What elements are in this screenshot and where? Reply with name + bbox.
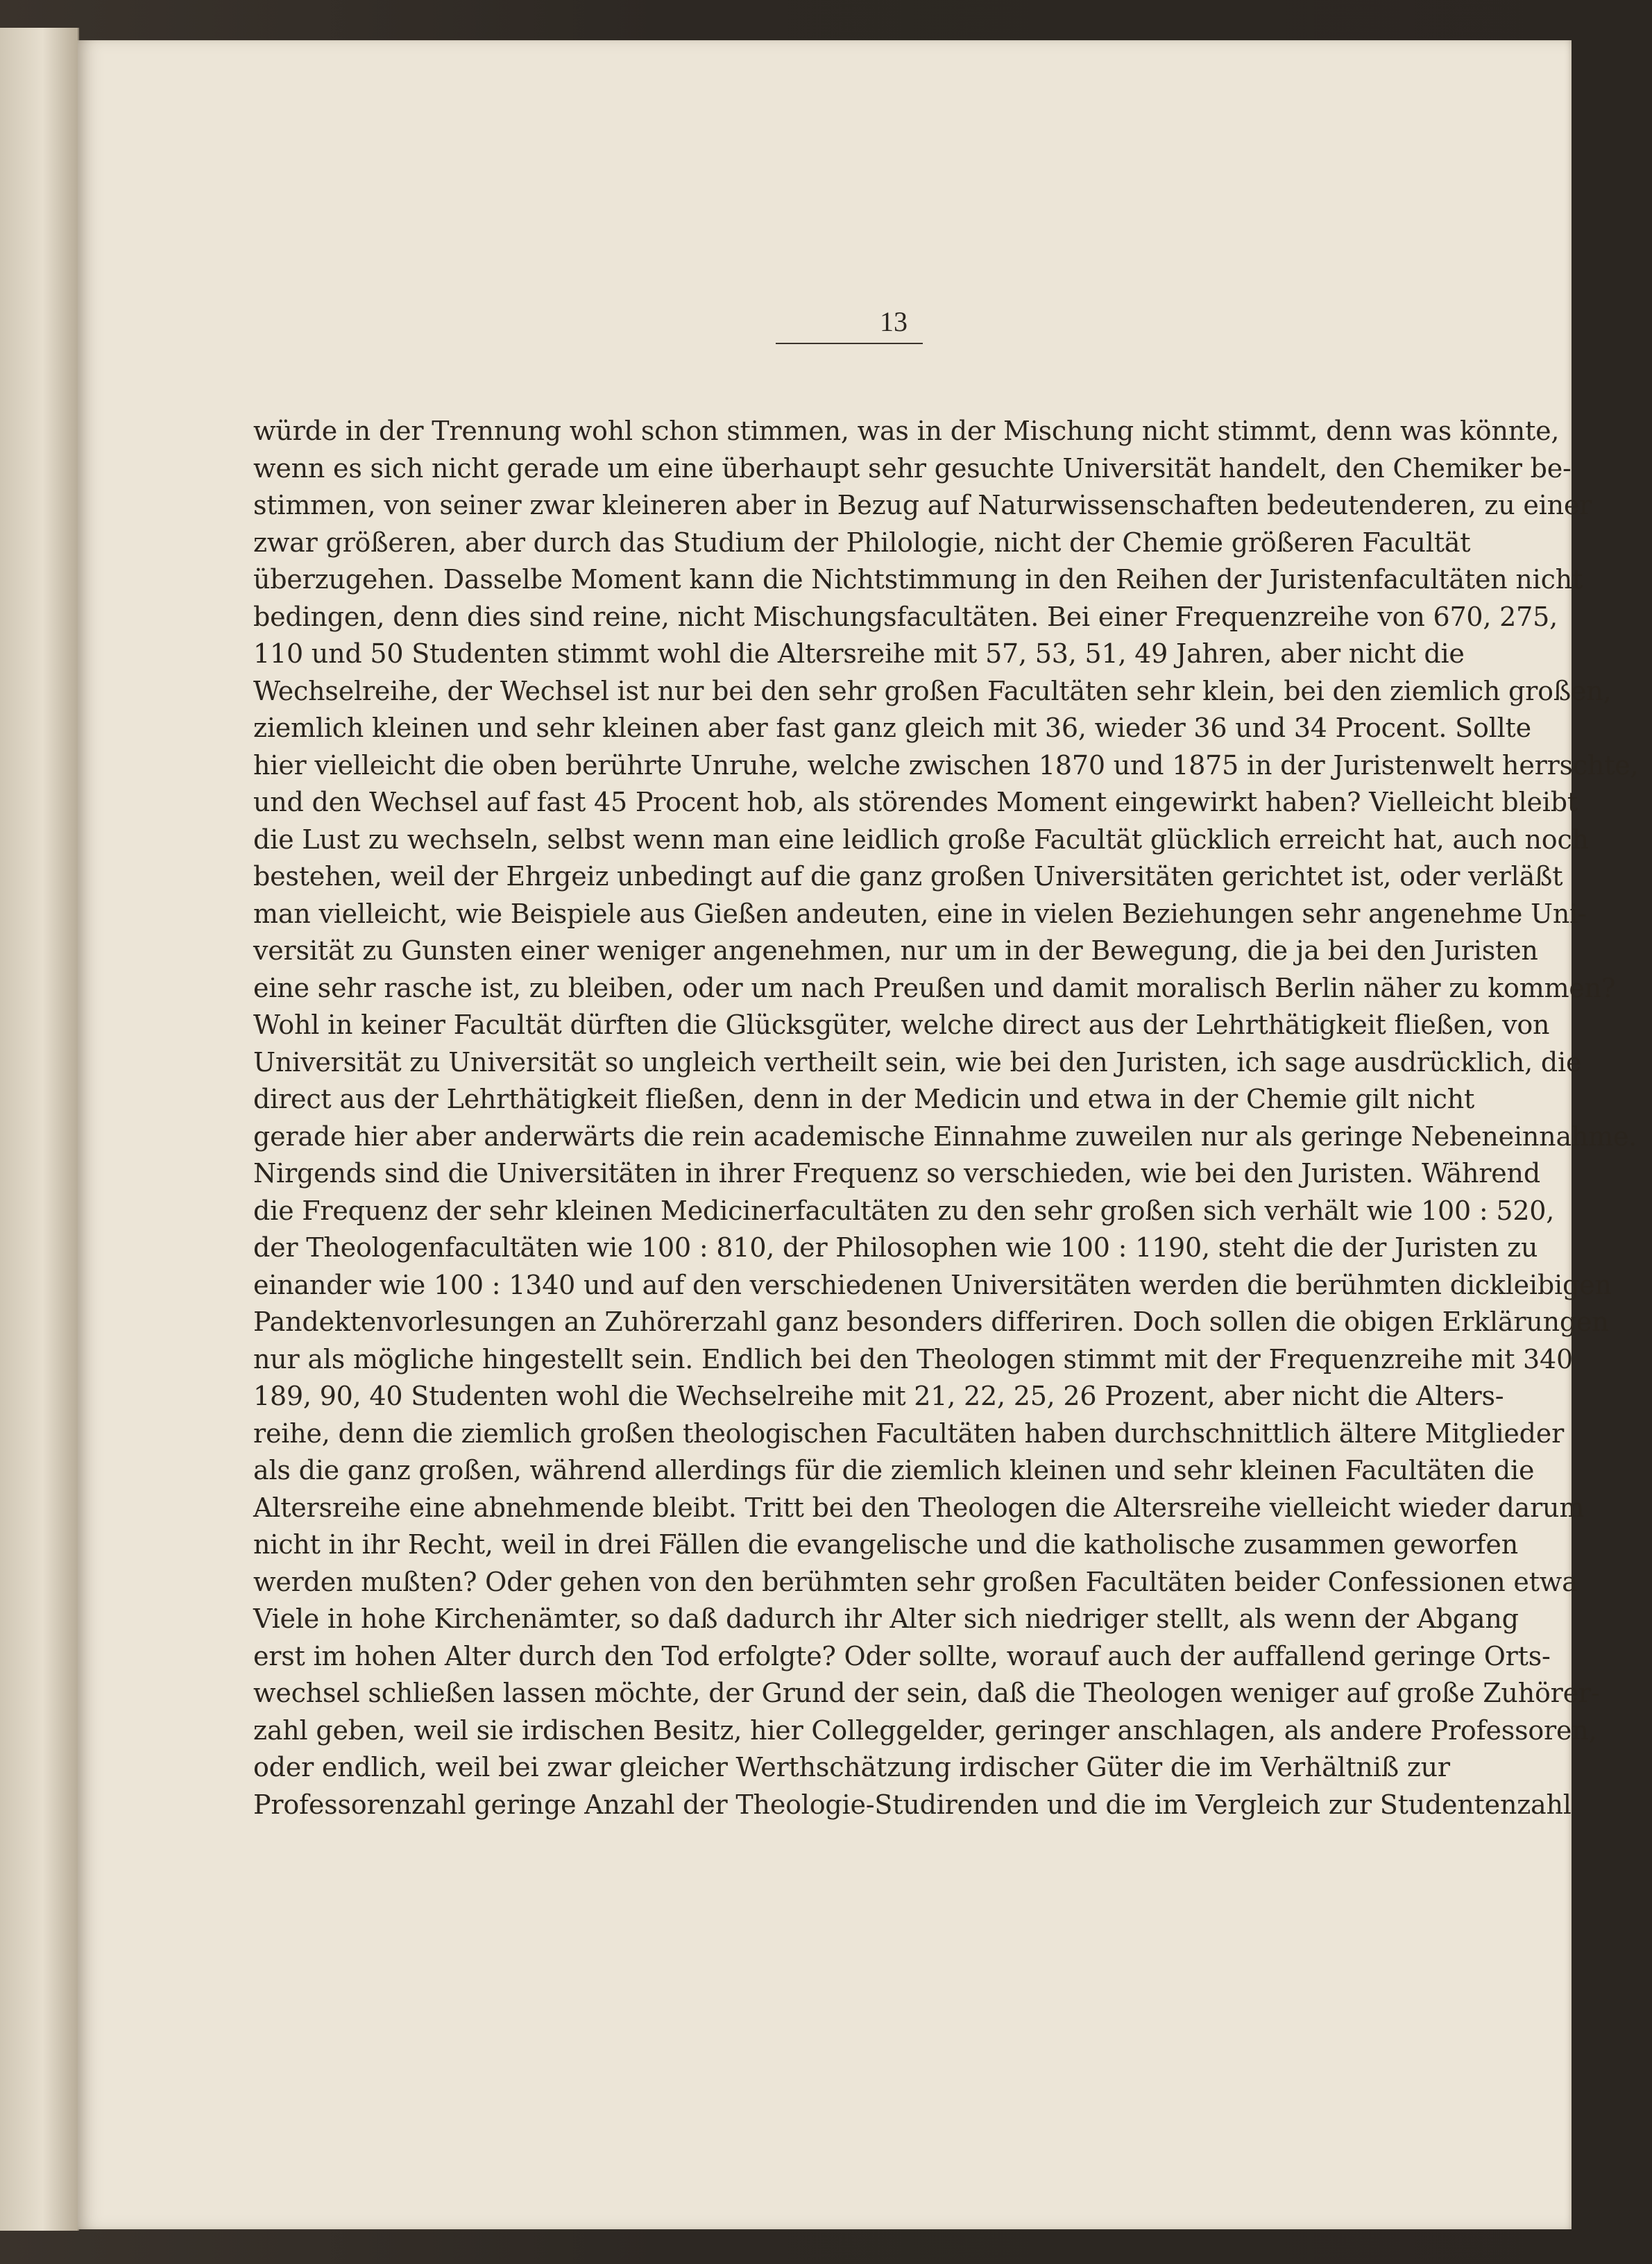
text-line: Universität zu Universität so ungleich vertheilt sein, wie bei den Juristen, ich sage ausdrücklich, die: [253, 1046, 1582, 1078]
text-line: überzugehen. Dasselbe Moment kann die Nichtstimmung in den Reihen der Juristenfacultäten nicht: [253, 564, 1583, 595]
text-line: hier vielleicht die oben berührte Unruhe, welche zwischen 1870 und 1875 in der Juristenwelt herrschte,: [253, 749, 1639, 781]
page-number-rule: [776, 343, 923, 344]
page-number: 13: [880, 306, 908, 337]
text-line: versität zu Gunsten einer weniger angenehmen, nur um in der Bewegung, die ja bei den Juristen: [253, 935, 1538, 966]
text-line: direct aus der Lehrthätigkeit fließen, denn in der Medicin und etwa in der Chemie gilt nicht: [253, 1084, 1475, 1114]
text-line: die Lust zu wechseln, selbst wenn man eine leidlich große Facultät glücklich erreicht hat, auch noch: [253, 824, 1589, 855]
text-line: gerade hier aber anderwärts die rein academische Einnahme zuweilen nur als geringe Nebeneinnahme.: [253, 1121, 1637, 1152]
text-line: einander wie 100 : 1340 und auf den verschiedenen Universitäten werden die berühmten dickleibigen: [253, 1269, 1612, 1300]
text-line: erst im hohen Alter durch den Tod erfolgte? Oder sollte, worauf auch der auffallend geringe Orts-: [253, 1640, 1551, 1671]
text-line: werden mußten? Oder gehen von den berühmten sehr großen Facultäten beider Confessionen etwa: [253, 1566, 1578, 1597]
text-line: der Theologenfacultäten wie 100 : 810, der Philosophen wie 100 : 1190, steht die der Juristen zu: [253, 1232, 1538, 1263]
text-line: Nirgends sind die Universitäten in ihrer Frequenz so verschieden, wie bei den Juristen. Während: [253, 1158, 1540, 1189]
text-line: und den Wechsel auf fast 45 Procent hob, als störendes Moment eingewirkt haben? Vielleicht bleibt: [253, 787, 1578, 817]
text-line: Wohl in keiner Facultät dürften die Glücksgüter, welche direct aus der Lehrthätigkeit fließen, von: [253, 1010, 1550, 1040]
text-line: zahl geben, weil sie irdischen Besitz, hier Colleggelder, geringer anschlagen, als andere Professoren,: [253, 1714, 1597, 1746]
text-line: Pandektenvorlesungen an Zuhörerzahl ganz besonders differiren. Doch sollen die obigen Erklärungen: [253, 1307, 1609, 1337]
text-line: eine sehr rasche ist, zu bleiben, oder um nach Preußen und damit moralisch Berlin näher zu kommen?: [253, 972, 1616, 1003]
body-text: [253, 413, 1639, 1823]
text-line: nur als mögliche hingestellt sein. Endlich bei den Theologen stimmt mit der Frequenzreihe mit 340: [253, 1343, 1573, 1374]
text-line: Wechselreihe, der Wechsel ist nur bei den sehr großen Facultäten sehr klein, bei den ziemlich großen,: [253, 675, 1612, 706]
text-line: Professorenzahl geringe Anzahl der Theologie-Studirenden und die im Vergleich zur Studentenzahl: [253, 1789, 1572, 1820]
text-line: Altersreihe eine abnehmende bleibt. Tritt bei den Theologen die Altersreihe vielleicht wieder darum: [253, 1492, 1585, 1523]
text-line: oder endlich, weil bei zwar gleicher Werthschätzung irdischer Güter die im Verhältniß zur: [253, 1752, 1450, 1782]
text-line: 189, 90, 40 Studenten wohl die Wechselreihe mit 21, 22, 25, 26 Prozent, aber nicht die Alters-: [253, 1381, 1504, 1411]
text-line: bestehen, weil der Ehrgeiz unbedingt auf die ganz großen Universitäten gerichtet ist, oder verläßt: [253, 861, 1563, 892]
text-line: Viele in hohe Kirchenämter, so daß dadurch ihr Alter sich niedriger stellt, als wenn der Abgang: [253, 1603, 1519, 1634]
text-line: 110 und 50 Studenten stimmt wohl die Altersreihe mit 57, 53, 51, 49 Jahren, aber nicht die: [253, 638, 1465, 669]
text-line: stimmen, von seiner zwar kleineren aber in Bezug auf Naturwissenschaften bedeutenderen, zu einer: [253, 490, 1592, 520]
text-line: man vielleicht, wie Beispiele aus Gießen andeuten, eine in vielen Beziehungen sehr angenehme Uni-: [253, 898, 1587, 929]
text-line: wechsel schließen lassen möchte, der Grund der sein, daß die Theologen weniger auf große Zuhörer-: [253, 1678, 1600, 1708]
text-line: würde in der Trennung wohl schon stimmen, was in der Mischung nicht stimmt, denn was könnte,: [253, 416, 1560, 446]
text-line: ziemlich kleinen und sehr kleinen aber fast ganz gleich mit 36, wieder 36 und 34 Procent. Sollte: [253, 713, 1531, 743]
text-line: reihe, denn die ziemlich großen theologischen Facultäten haben durchschnittlich ältere Mitglieder: [253, 1418, 1565, 1449]
text-line: zwar größeren, aber durch das Studium der Philologie, nicht der Chemie größeren Facultät: [253, 527, 1471, 558]
text-line: als die ganz großen, während allerdings für die ziemlich kleinen und sehr kleinen Facultäten die: [253, 1455, 1535, 1486]
text-line: die Frequenz der sehr kleinen Medicinerfacultäten zu den sehr großen sich verhält wie 100 : 520,: [253, 1195, 1555, 1226]
left-page-edge: [0, 28, 79, 2231]
text-line: wenn es sich nicht gerade um eine überhaupt sehr gesuchte Universität handelt, den Chemiker be-: [253, 452, 1572, 484]
text-line: nicht in ihr Recht, weil in drei Fällen die evangelische und die katholische zusammen geworfen: [253, 1529, 1518, 1560]
text-line: bedingen, denn dies sind reine, nicht Mischungsfacultäten. Bei einer Frequenzreihe von 670, 275,: [253, 601, 1558, 632]
